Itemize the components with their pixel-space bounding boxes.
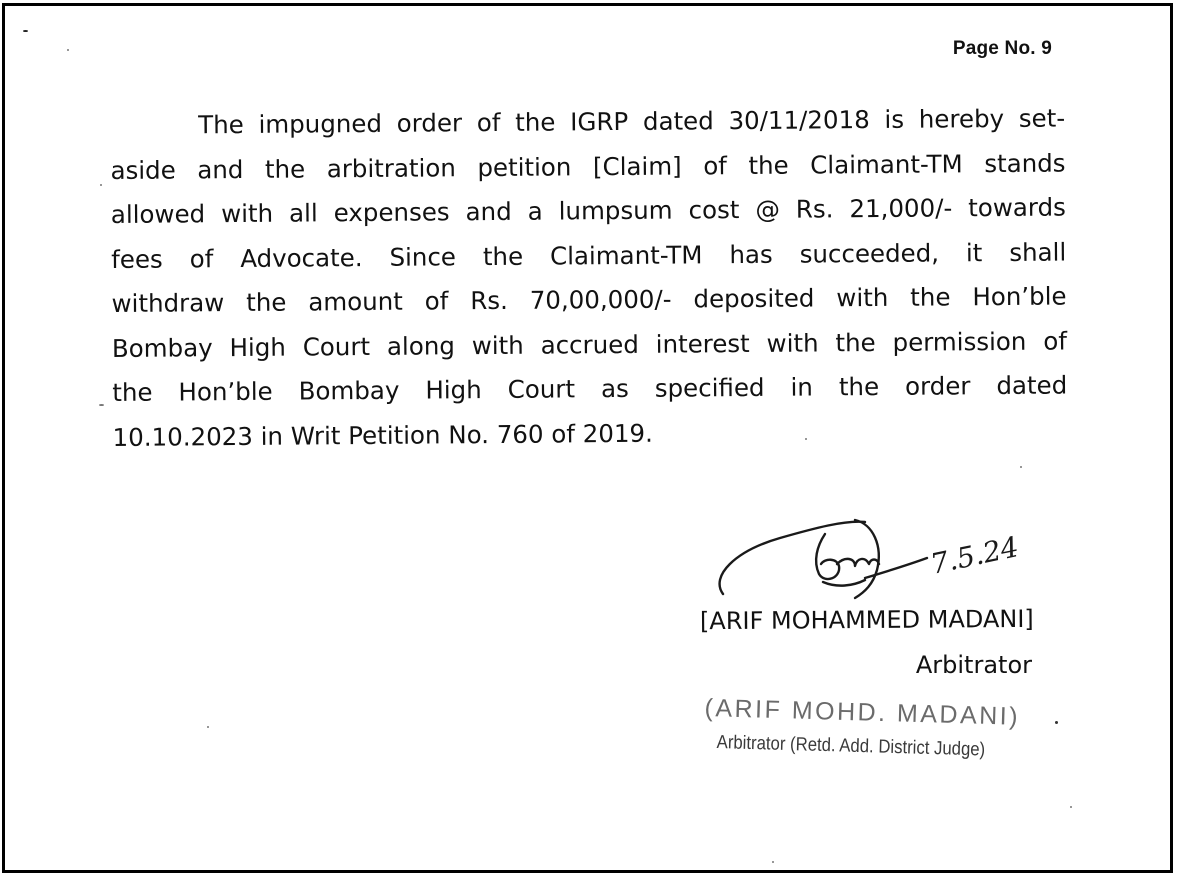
signatory-title: Arbitrator <box>915 651 1032 679</box>
paragraph-line: aside and the arbitration petition [Claim] of the Claimant-TM stands <box>110 147 1066 185</box>
scan-speck <box>99 404 104 406</box>
paragraph-line: withdraw the amount of Rs. 70,00,000/- deposited with the Hon’ble <box>111 281 1067 318</box>
signature-date: 7.5.24 <box>927 530 1022 581</box>
scan-speck <box>772 861 774 863</box>
paragraph-line: The impugned order of the IGRP dated 30/11/2018 is hereby set- <box>198 103 1066 140</box>
paragraph-line: fees of Advocate. Since the Claimant-TM has succeeded, it shall <box>111 236 1067 274</box>
page-number: Page No. 9 <box>952 38 1052 59</box>
scan-speck <box>1020 466 1022 468</box>
paragraph-line: the Hon’ble Bombay High Court as specified in the order dated <box>112 370 1068 407</box>
order-paragraph <box>110 96 1068 459</box>
scan-speck <box>67 49 69 51</box>
stamp-name: (ARIF MOHD. MADANI) <box>704 694 1021 731</box>
scan-speck <box>1070 806 1072 808</box>
scan-speck <box>1055 721 1058 724</box>
signatory-name: [ARIF MOHAMMED MADANI] <box>700 604 1035 636</box>
paragraph-line: allowed with all expenses and a lumpsum cost @ Rs. 21,000/- towards <box>110 192 1066 229</box>
paragraph-line: 10.10.2023 in Writ Petition No. 760 of 2019. <box>112 418 653 452</box>
scan-speck <box>207 726 209 728</box>
scan-speck <box>100 184 102 186</box>
stamp-title: Arbitrator (Retd. Add. District Judge) <box>716 732 986 761</box>
scan-speck <box>805 438 807 440</box>
document-page <box>2 3 1173 873</box>
handwritten-signature <box>705 506 1065 616</box>
paragraph-line: Bombay High Court along with accrued interest with the permission of <box>111 325 1068 363</box>
scan-speck <box>23 30 28 32</box>
